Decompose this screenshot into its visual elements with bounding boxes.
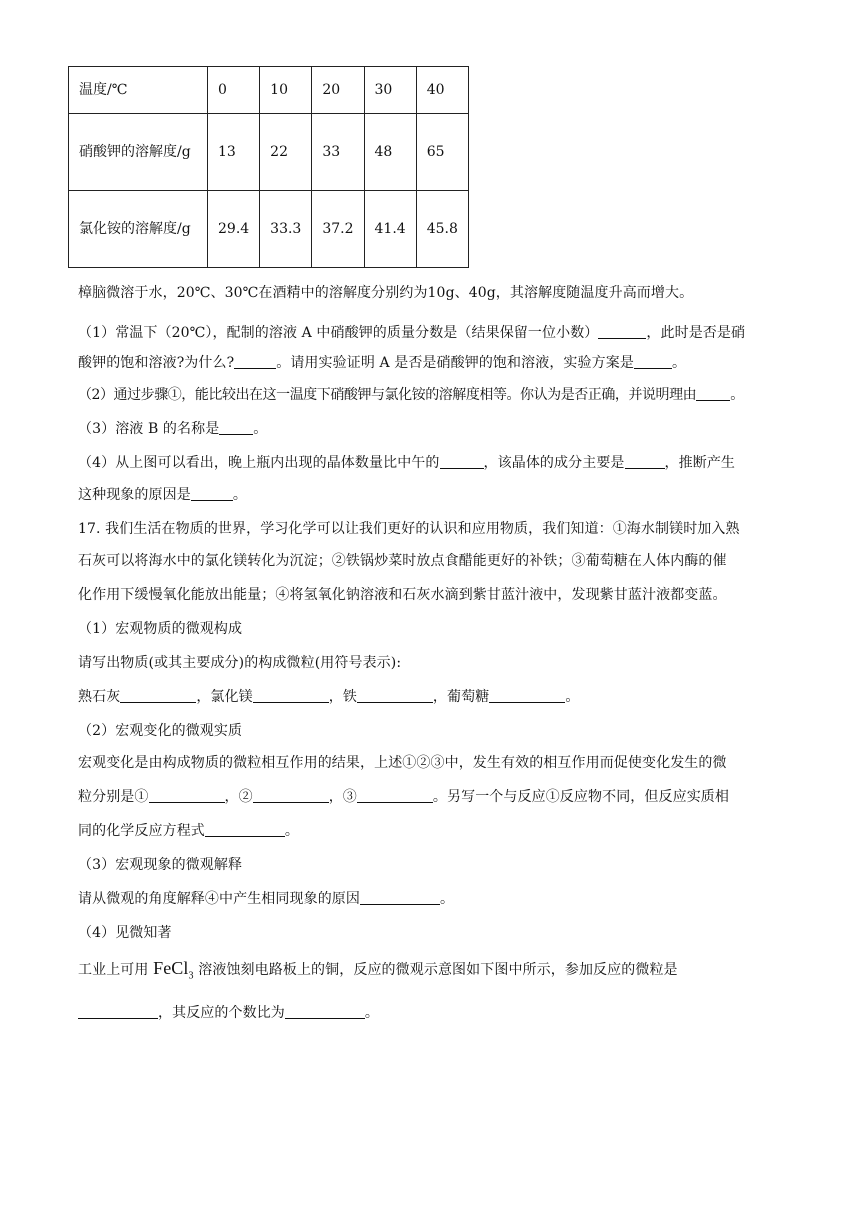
answer-blank[interactable] <box>253 788 329 803</box>
answer-blank[interactable] <box>440 454 484 469</box>
answer-blank[interactable] <box>598 324 646 339</box>
question-17-line-2: 石灰可以将海水中的氯化镁转化为沉淀；②铁锅炒菜时放点食醋能更好的补铁；③葡萄糖在人体内酶的催 <box>78 553 727 569</box>
table-cell: 13 <box>208 114 260 191</box>
section-1-prompt: 请写出物质(或其主要成分)的构成微粒(用符号表示): <box>78 655 402 671</box>
answer-blank[interactable] <box>360 890 440 905</box>
section-4-title: （4）见微知著 <box>78 925 172 941</box>
table-cell: 10 <box>260 67 312 114</box>
solubility-table <box>68 66 469 268</box>
section-2-line-2: 粒分别是① ，② ，③ 。另写一个与反应①反应物不同，但反应实质相 <box>78 789 730 805</box>
camphor-note: 樟脑微溶于水，20℃、30℃在酒精中的溶解度分别约为10g、40g，其溶解度随温度升高而增大。 <box>78 285 694 301</box>
question-4-line-1: （4）从上图可以看出，晚上瓶内出现的晶体数量比中午的 ，该晶体的成分主要是 ，推断产生 <box>78 455 736 471</box>
section-3-line: 请从微观的角度解释④中产生相同现象的原因 。 <box>78 891 455 907</box>
fecl3-formula: FeCl$_3$ <box>153 958 194 982</box>
table-cell: 33 <box>312 114 364 191</box>
table-cell: 30 <box>364 67 416 114</box>
table-header-cell: 温度/℃ <box>69 67 208 114</box>
question-4-line-2: 这种现象的原因是 。 <box>78 487 247 503</box>
table-cell: 33.3 <box>260 191 312 268</box>
answer-blank[interactable] <box>149 788 225 803</box>
answer-blank[interactable] <box>120 688 196 703</box>
table-cell: 22 <box>260 114 312 191</box>
answer-blank[interactable] <box>489 688 565 703</box>
answer-blank[interactable] <box>285 1004 365 1019</box>
answer-blank[interactable] <box>357 688 433 703</box>
answer-blank[interactable] <box>634 354 672 369</box>
table-row <box>69 114 469 191</box>
table-row-label: 硝酸钾的溶解度/g <box>69 114 208 191</box>
answer-blank[interactable] <box>219 420 253 435</box>
table-cell: 0 <box>208 67 260 114</box>
table-cell: 41.4 <box>364 191 416 268</box>
question-2: （2）通过步骤①，能比较出在这一温度下硝酸钾与氯化铵的溶解度相等。你认为是否正确，并说明理由 。 <box>78 387 744 403</box>
section-1-title: （1）宏观物质的微观构成 <box>78 621 243 637</box>
section-3-title: （3）宏观现象的微观解释 <box>78 857 243 873</box>
section-2-line-1: 宏观变化是由构成物质的微粒相互作用的结果，上述①②③中，发生有效的相互作用而促使变化发生的微 <box>78 755 727 771</box>
section-2-line-3: 同的化学反应方程式 。 <box>78 823 300 839</box>
table-cell: 40 <box>416 67 468 114</box>
section-2-title: （2）宏观变化的微观实质 <box>78 723 243 739</box>
table-cell: 65 <box>416 114 468 191</box>
question-17-line-1: 17. 我们生活在物质的世界，学习化学可以让我们更好的认识和应用物质，我们知道：①海水制镁时加入熟 <box>78 521 740 537</box>
table-row <box>69 191 469 268</box>
table-cell: 48 <box>364 114 416 191</box>
section-1-answers: 熟石灰 ，氯化镁 ，铁 ，葡萄糖 。 <box>78 689 580 705</box>
table-row <box>69 67 469 114</box>
table-cell: 45.8 <box>416 191 468 268</box>
answer-blank[interactable] <box>357 788 433 803</box>
table-cell: 29.4 <box>208 191 260 268</box>
question-1-line-1: （1）常温下（20℃），配制的溶液 A 中硝酸钾的质量分数是（结果保留一位小数） ，此时是否是硝 <box>78 325 746 341</box>
question-17-line-3: 化作用下缓慢氧化能放出能量；④将氢氧化钠溶液和石灰水滴到紫甘蓝汁液中，发现紫甘蓝汁液都变蓝。 <box>78 587 727 603</box>
table-cell: 20 <box>312 67 364 114</box>
answer-blank[interactable] <box>253 688 329 703</box>
answer-blank[interactable] <box>696 386 730 401</box>
answer-blank[interactable] <box>205 822 285 837</box>
answer-blank[interactable] <box>191 486 233 501</box>
question-1-line-2: 酸钾的饱和溶液?为什么? 。请用实验证明 A 是否是硝酸钾的饱和溶液，实验方案是 。 <box>78 355 687 371</box>
section-4-line-2: ，其反应的个数比为 。 <box>78 1002 379 1022</box>
question-3: （3）溶液 B 的名称是 。 <box>78 421 268 437</box>
answer-blank[interactable] <box>234 354 276 369</box>
table-cell: 37.2 <box>312 191 364 268</box>
answer-blank[interactable] <box>78 1004 158 1019</box>
section-4-line-1: 工业上可用 FeCl$_3$ 溶液蚀刻电路板上的铜，反应的微观示意图如下图中所示，参加反应的微粒是 <box>78 958 678 982</box>
table-row-label: 氯化铵的溶解度/g <box>69 191 208 268</box>
answer-blank[interactable] <box>625 454 665 469</box>
